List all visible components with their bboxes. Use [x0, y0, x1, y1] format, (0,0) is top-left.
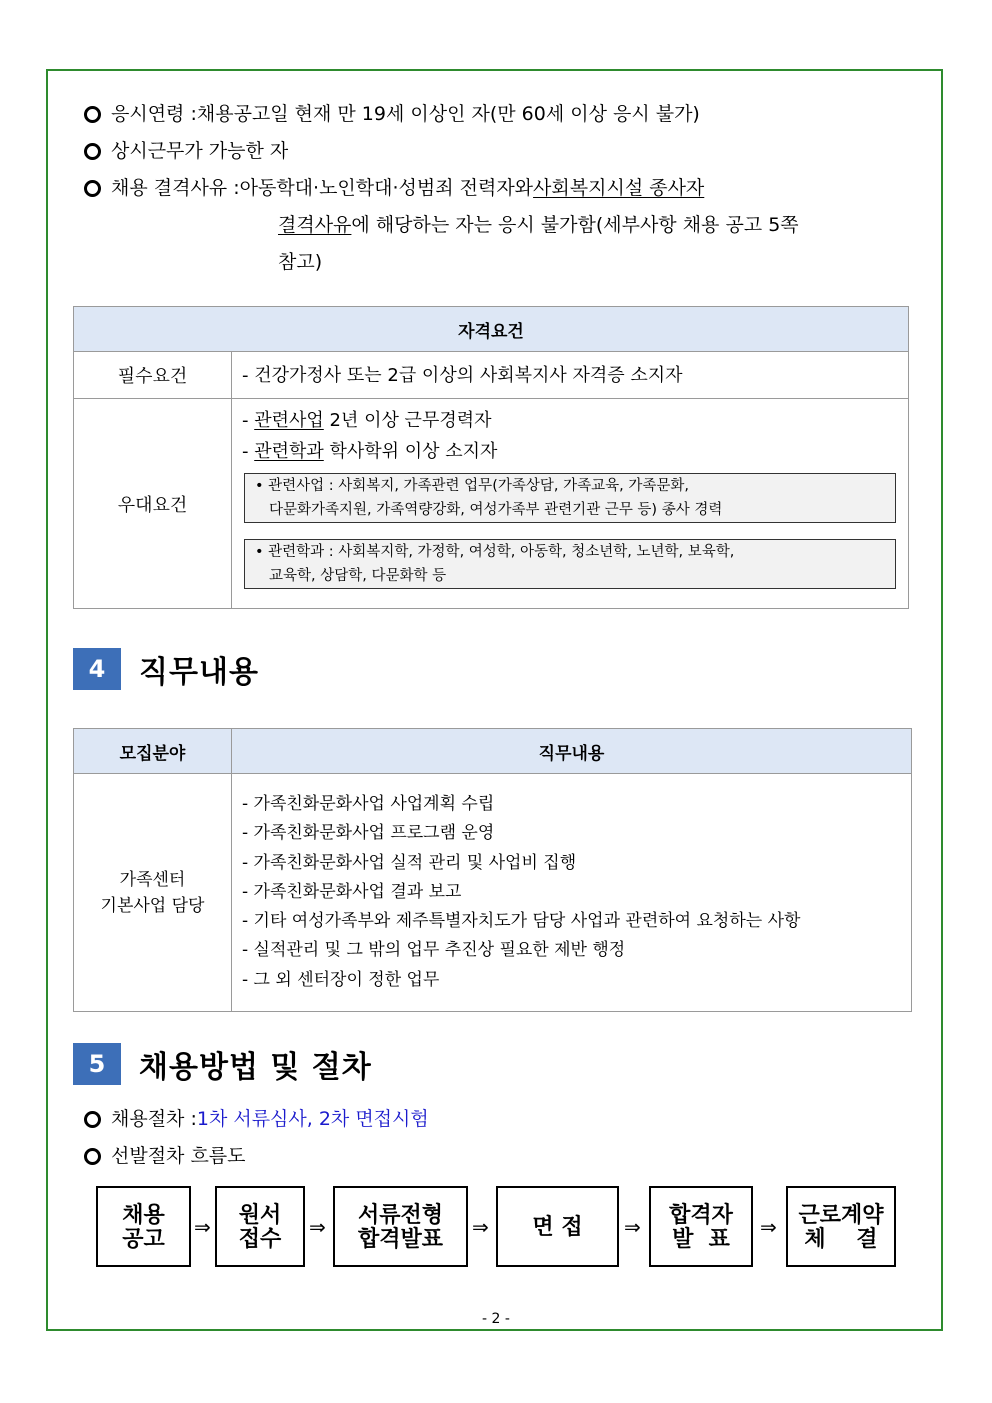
- disq-underlined-2: 결격사유: [278, 214, 352, 236]
- flow-step-document-result: 서류전형 합격발표: [333, 1186, 468, 1267]
- disq-underlined: 사회복지시설 종사자: [533, 177, 705, 199]
- flow-step-final-result: 합격자 발 표: [649, 1186, 753, 1267]
- preferred-item: - 관련학과 학사학위 이상 소지자: [242, 441, 498, 462]
- required-label: 필수요건: [74, 352, 232, 399]
- circle-bullet-icon: [84, 1111, 101, 1128]
- bullet-flow: [84, 1143, 246, 1169]
- note-box-major: [244, 539, 896, 589]
- duty-cell: [232, 774, 912, 1012]
- section-4-heading: [73, 647, 259, 691]
- page-number: - 2 -: [482, 1311, 510, 1327]
- bullet-disqualification: [84, 175, 704, 201]
- preferred-underlined: 관련사업: [254, 410, 324, 431]
- procedure-label: 채용절차 :: [111, 1108, 197, 1130]
- note-line: • 관련사업 : 사회복지, 가족관련 업무(가족상담, 가족교육, 가족문화,: [255, 478, 689, 494]
- duty-table: [73, 728, 912, 1012]
- section-title: 직무내용: [139, 655, 259, 690]
- duty-item: - 가족친화문화사업 결과 보고: [242, 881, 462, 902]
- flow-label: 선발절차 흐름도: [111, 1145, 246, 1167]
- duty-item: - 가족친화문화사업 사업계획 수립: [242, 793, 495, 814]
- flow-step-application: 원서 접수: [215, 1186, 305, 1267]
- qualification-table: [73, 306, 909, 609]
- section-number: 4: [73, 648, 121, 690]
- section-number: 5: [73, 1043, 121, 1085]
- note-line: 다문화가족지원, 가족역량강화, 여성가족부 관련기관 근무 등) 종사 경력: [269, 502, 723, 518]
- disq-continuation-2: 참고): [278, 251, 323, 273]
- note-line: • 관련학과 : 사회복지학, 가정학, 여성학, 아동학, 청소년학, 노년학, 보육학,: [255, 544, 735, 560]
- note-line: 교육학, 상담학, 다문화학 등: [269, 568, 447, 584]
- preferred-item: - 관련사업 2년 이상 근무경력자: [242, 410, 492, 431]
- preferred-label: 우대요건: [74, 399, 232, 609]
- col-header-field: 모집분야: [74, 729, 232, 774]
- arrow-right-icon: ⇒: [194, 1215, 211, 1239]
- flow-step-interview: 면 접: [496, 1186, 619, 1267]
- arrow-right-icon: ⇒: [309, 1215, 326, 1239]
- duty-item: - 가족친화문화사업 프로그램 운영: [242, 823, 495, 844]
- preferred-underlined: 관련학과: [254, 441, 324, 462]
- field-cell: [74, 774, 232, 1012]
- disq-continuation: [278, 212, 799, 238]
- disq-cont-text: 에 해당하는 자는 응시 불가함(세부사항 채용 공고 5쪽: [351, 214, 799, 236]
- field-line: 기본사업 담당: [100, 895, 205, 916]
- bullet-age: [84, 101, 700, 127]
- flow-step-contract: 근로계약 체 결: [786, 1186, 896, 1267]
- disq-text: 아동학대·노인학대·성범죄 전력자와: [239, 177, 534, 199]
- section-title: 채용방법 및 절차: [139, 1050, 372, 1085]
- bullet-fulltime: [84, 138, 288, 164]
- duty-item: - 그 외 센터장이 정한 업무: [242, 969, 440, 990]
- arrow-right-icon: ⇒: [760, 1215, 777, 1239]
- duty-item: - 기타 여성가족부와 제주특별자치도가 담당 사업과 관련하여 요청하는 사항: [242, 911, 801, 932]
- note-box-business: [244, 473, 896, 523]
- field-line: 가족센터: [119, 869, 186, 890]
- circle-bullet-icon: [84, 180, 101, 197]
- arrow-right-icon: ⇒: [624, 1215, 641, 1239]
- procedure-value: 1차 서류심사, 2차 면접시험: [196, 1108, 429, 1130]
- duty-item: - 가족친화문화사업 실적 관리 및 사업비 집행: [242, 852, 577, 873]
- section-5-heading: [73, 1042, 372, 1086]
- age-text: 채용공고일 현재 만 19세 이상인 자(만 60세 이상 응시 불가): [196, 103, 700, 125]
- col-header-duty: 직무내용: [232, 729, 912, 774]
- flow-step-announcement: 채용 공고: [96, 1186, 191, 1267]
- circle-bullet-icon: [84, 106, 101, 123]
- qualification-header: 자격요건: [74, 307, 909, 352]
- circle-bullet-icon: [84, 143, 101, 160]
- page-border: [46, 69, 943, 1331]
- preferred-cell: [232, 399, 909, 609]
- circle-bullet-icon: [84, 1148, 101, 1165]
- arrow-right-icon: ⇒: [472, 1215, 489, 1239]
- fulltime-label: 상시근무가 가능한 자: [111, 140, 289, 162]
- required-text: - 건강가정사 또는 2급 이상의 사회복지사 자격증 소지자: [232, 352, 909, 399]
- duty-item: - 실적관리 및 그 밖의 업무 추진상 필요한 제반 행정: [242, 940, 626, 961]
- age-label: 응시연령 :: [111, 103, 197, 125]
- bullet-procedure: [84, 1106, 429, 1132]
- disq-label: 채용 결격사유 :: [111, 177, 240, 199]
